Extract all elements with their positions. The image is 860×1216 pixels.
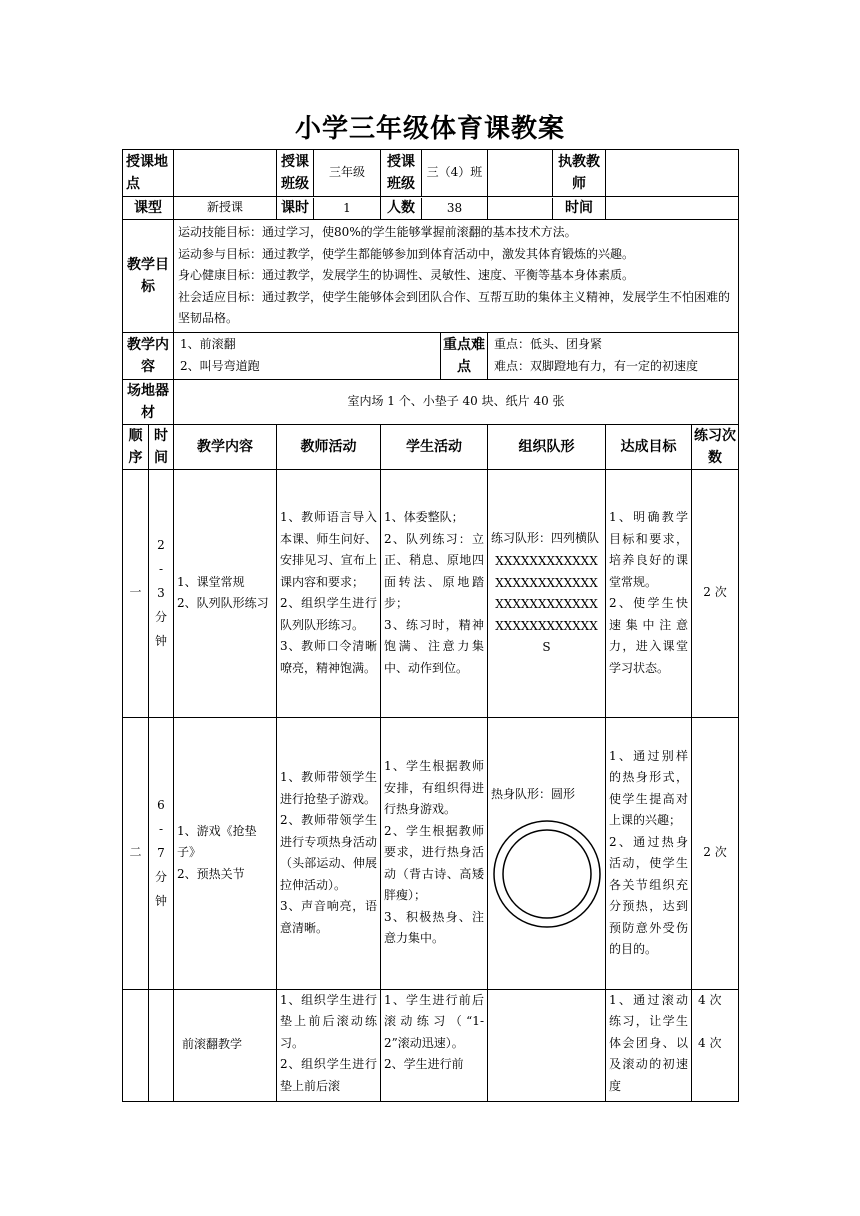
table-row bbox=[123, 469, 739, 717]
col-student: 学生活动 bbox=[381, 424, 488, 469]
row3-time bbox=[149, 989, 174, 1101]
class-label: 授课班级 bbox=[381, 150, 422, 196]
formation-line: XXXXXXXXXXXX bbox=[495, 554, 598, 568]
goals-row bbox=[123, 220, 739, 333]
difficulty-point: 难点：双脚蹬地有力，有一定的初速度 bbox=[494, 358, 699, 373]
content-item-1: 1、前滚翻 bbox=[180, 337, 236, 351]
goal-social: 社会适应目标：通过教学，使学生能够体会到团队合作、互帮互助的集体主义精神，发展学生不怕困难的坚韧品格。 bbox=[178, 289, 731, 325]
row1-content: 1、课堂常规 2、队列队形练习 bbox=[174, 469, 277, 717]
row2-student: 1、学生根据教师安排，有组织得进行热身游戏。 2、学生根据教师要求，进行热身活动（背古诗、高矮胖瘦）； 3、积极热身、注意力集中。 bbox=[381, 717, 488, 989]
venue-label: 场地器材 bbox=[123, 379, 174, 424]
table-row bbox=[123, 717, 739, 989]
grade-value: 三年级 bbox=[328, 165, 365, 180]
content-label: 教学内容 bbox=[123, 332, 174, 379]
row1-goal: 1、明确教学目标和要求，培养良好的课堂常规。 2、使学生快速集中注意力，进入课堂学习状态。 bbox=[606, 469, 692, 717]
row3-formation bbox=[488, 989, 606, 1101]
goal-skill: 运动技能目标：通过学习，使80%的学生能够掌握前滚翻的基本技术方法。 bbox=[178, 225, 577, 239]
table-row bbox=[123, 989, 739, 1101]
goal-health: 身心健康目标：通过教学，发展学生的协调性、灵敏性、速度、平衡等基本身体素质。 bbox=[178, 268, 635, 282]
row3-student: 1、学生进行前后滚动练习（“1-2”滚动迅速）。 2、学生进行前 bbox=[381, 989, 488, 1101]
teacher-label: 执教教师 bbox=[552, 150, 605, 196]
page-title: 小学三年级体育课教案 bbox=[294, 114, 565, 144]
row2-content: 1、游戏《抢垫子》 2、预热关节 bbox=[174, 717, 277, 989]
row3-reps-2: 4 次 bbox=[698, 1036, 722, 1050]
formation-line: XXXXXXXXXXXX bbox=[495, 618, 598, 633]
formation-lines bbox=[491, 551, 602, 659]
venue-value: 室内场 1 个、小垫子 40 块、纸片 40 张 bbox=[174, 379, 739, 424]
grade-label: 授课班级 bbox=[277, 150, 314, 196]
row2-time: 6 - 7 分 钟 bbox=[149, 717, 174, 989]
class-value: 三（4）班 bbox=[426, 165, 483, 180]
hours-label: 课时 bbox=[277, 198, 314, 219]
col-teacher: 教师活动 bbox=[277, 424, 381, 469]
col-order: 顺序 bbox=[123, 424, 149, 469]
row1-reps: 2 次 bbox=[692, 469, 739, 717]
goal-participation: 运动参与目标：通过教学，使学生都能够参加到体育活动中，激发其体育锻炼的兴趣。 bbox=[178, 246, 635, 261]
col-reps: 练习次数 bbox=[692, 424, 739, 469]
count-label: 人数 bbox=[381, 198, 422, 219]
venue-row bbox=[123, 379, 739, 424]
row3-goal: 1、通过滚动练习，让学生体会团身、以及滚动的初速度 bbox=[606, 989, 692, 1101]
time-label: 时间 bbox=[552, 198, 605, 219]
col-content: 教学内容 bbox=[174, 424, 277, 469]
row2-order: 二 bbox=[123, 717, 149, 989]
row2-reps: 2 次 bbox=[692, 717, 739, 989]
goals-label: 教学目标 bbox=[123, 220, 174, 333]
row2-teacher: 1、教师带领学生进行抢垫子游戏。 2、教师带领学生进行专项热身活动（头部运动、伸展拉伸活动）。 3、声音响亮，语意清晰。 bbox=[277, 717, 381, 989]
hours-value: 1 bbox=[343, 200, 351, 215]
formation-line: XXXXXXXXXXXX bbox=[495, 597, 598, 611]
type-label: 课型 bbox=[123, 197, 174, 220]
content-row bbox=[123, 332, 739, 379]
column-header-row bbox=[123, 424, 739, 469]
teacher-marker: S bbox=[542, 640, 551, 654]
key-label: 重点难点 bbox=[440, 333, 487, 379]
location-label: 授课地点 bbox=[123, 150, 174, 197]
row2-goal: 1、通过别样的热身形式，使学生提高对上课的兴趣； 2、通过热身活动，使学生各关节组织充分预热，达到预防意外受伤的目的。 bbox=[606, 717, 692, 989]
key-point: 重点：低头、团身紧 bbox=[494, 337, 603, 351]
content-item-2: 2、叫号弯道跑 bbox=[180, 358, 260, 373]
row1-order: 一 bbox=[123, 469, 149, 717]
circle-formation-icon bbox=[492, 819, 602, 929]
info-row-1 bbox=[123, 150, 739, 197]
row1-formation-title: 练习队形：四列横队 bbox=[491, 530, 600, 545]
col-time: 时间 bbox=[149, 424, 174, 469]
info-row-2 bbox=[123, 197, 739, 220]
row3-reps-1: 4 次 bbox=[698, 992, 722, 1007]
count-value: 38 bbox=[446, 200, 463, 215]
row3-order bbox=[123, 989, 149, 1101]
teacher-value bbox=[606, 150, 739, 197]
row3-teacher: 1、组织学生进行垫上前后滚动练习。 2、组织学生进行垫上前后滚 bbox=[277, 989, 381, 1101]
row1-teacher: 1、教师语言导入本课、师生问好、安排见习、宣布上课内容和要求； 2、组织学生进行队列队形练习。 3、教师口令清晰嘹亮，精神饱满。 bbox=[277, 469, 381, 717]
row1-student: 1、体委整队； 2、队列练习：立正、稍息、原地四面转法、原地踏步； 3、练习时，精神饱满、注意力集中、动作到位。 bbox=[381, 469, 488, 717]
location-value bbox=[174, 150, 277, 197]
formation-line: XXXXXXXXXXXX bbox=[495, 575, 598, 590]
type-value: 新授课 bbox=[174, 197, 277, 220]
lesson-plan-table bbox=[122, 149, 739, 1102]
time-value bbox=[606, 197, 739, 220]
row1-time: 2 - 3 分 钟 bbox=[149, 469, 174, 717]
col-formation: 组织队形 bbox=[488, 424, 606, 469]
row2-formation-title: 热身队形：圆形 bbox=[491, 786, 576, 801]
col-goal: 达成目标 bbox=[606, 424, 692, 469]
row3-content: 前滚翻教学 bbox=[174, 989, 277, 1101]
